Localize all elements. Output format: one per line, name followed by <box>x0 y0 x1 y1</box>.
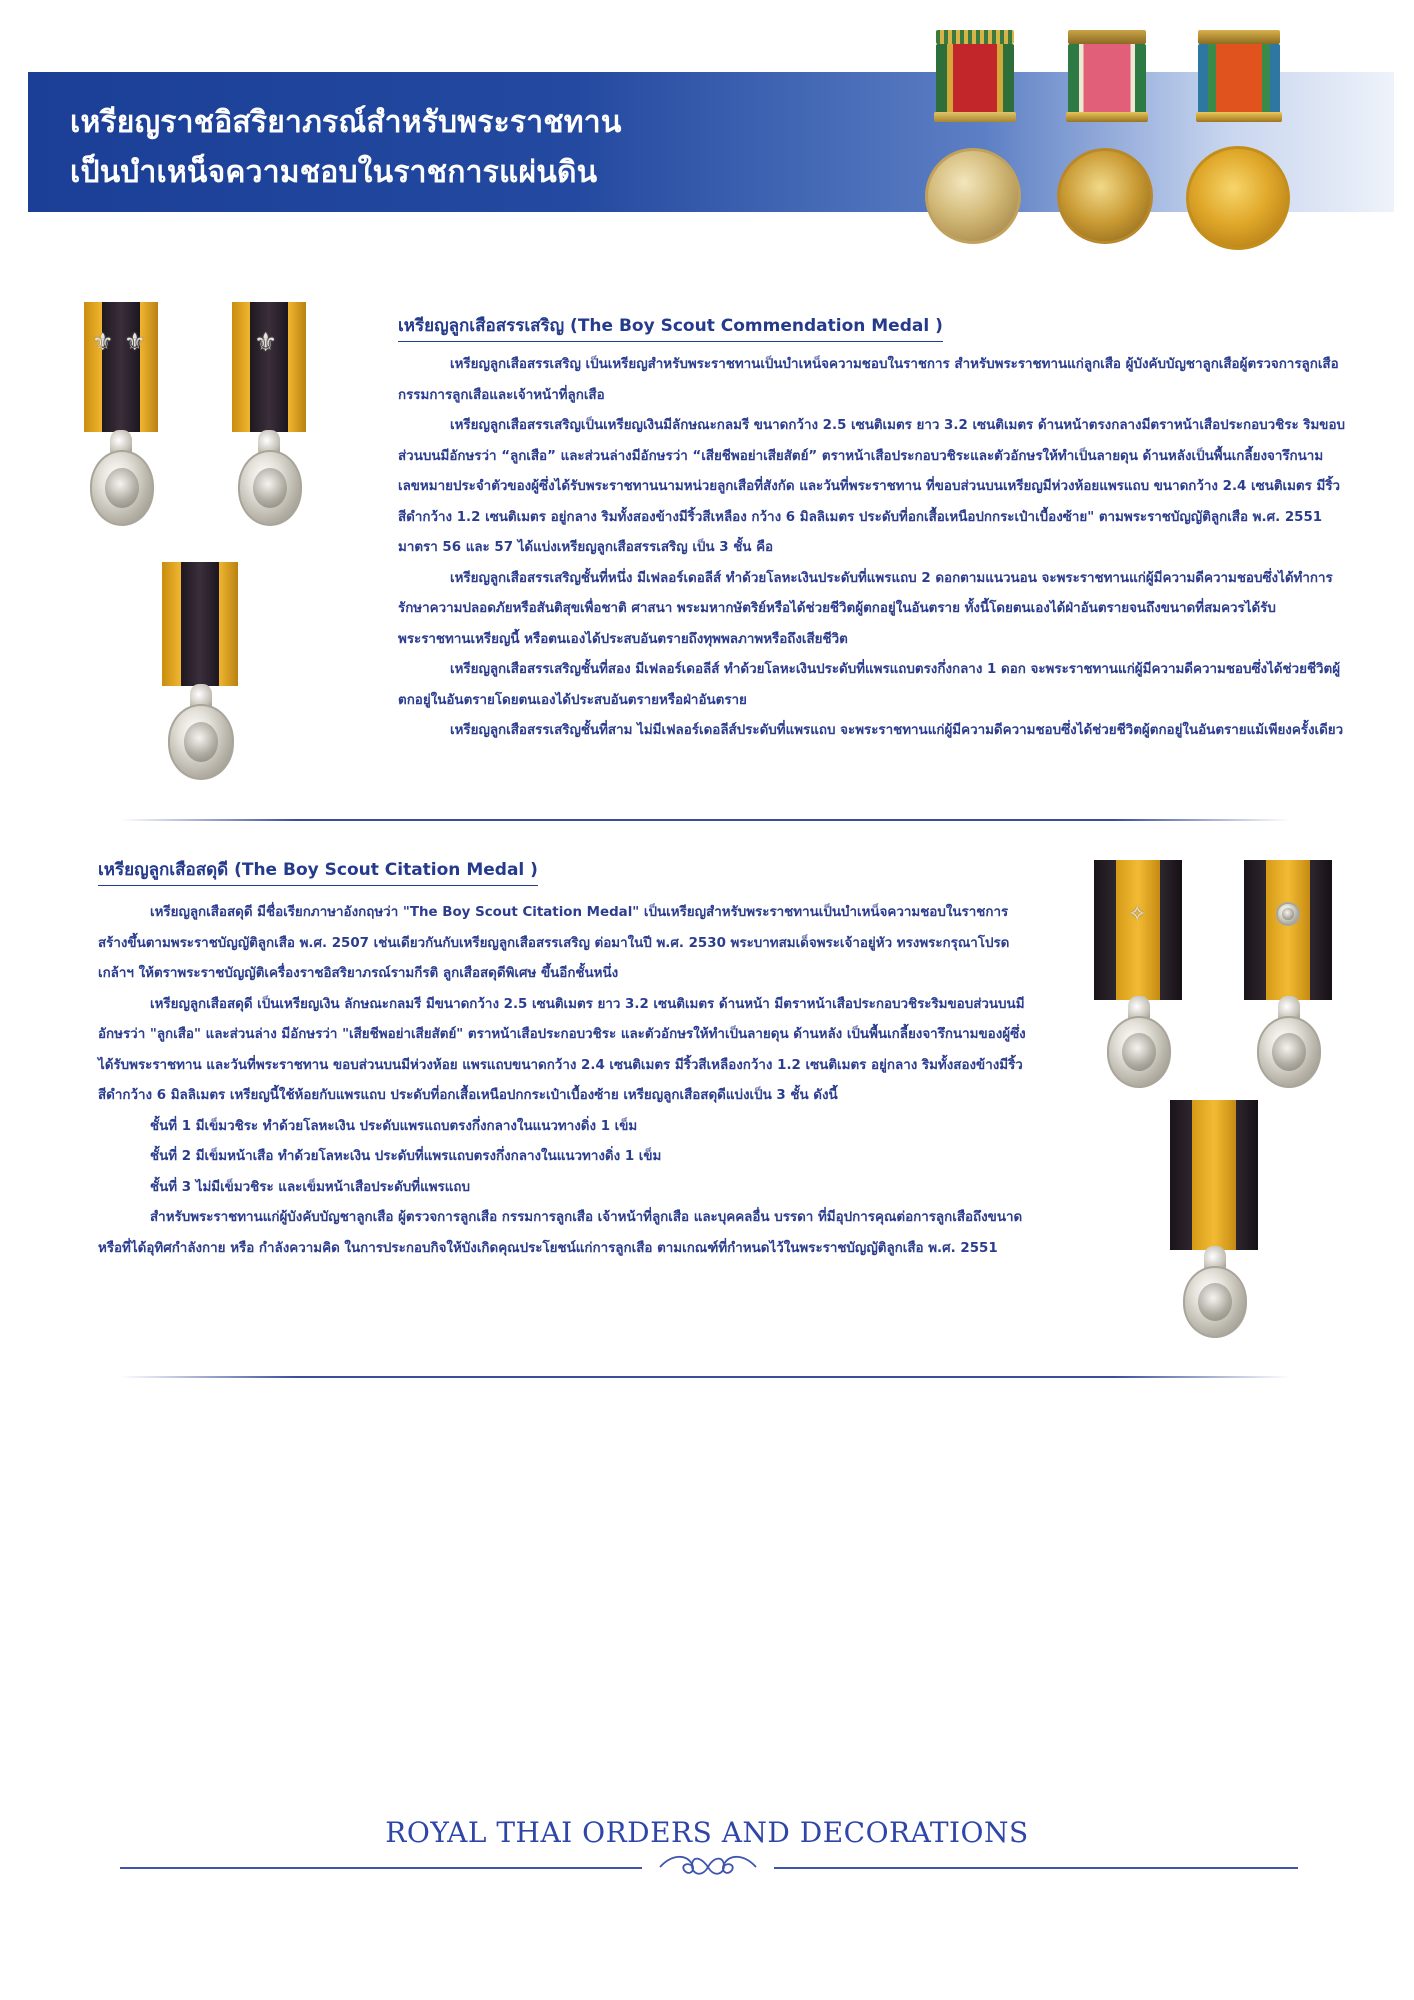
ornament-icon <box>652 1852 764 1882</box>
page-title <box>70 98 890 198</box>
commendation-medal-class2-image: ⚜ <box>228 302 308 532</box>
title-line-2: เป็นบำเหน็จความชอบในราชการแผ่นดิน <box>70 155 598 190</box>
paragraph: ชั้นที่ 3 ไม่มีเข็มวชิระ และเข็มหน้าเสือประดับที่แพรแถบ <box>150 1179 470 1195</box>
paragraph: เหรียญลูกเสือสรรเสริญชั้นที่สาม ไม่มีเฟลอร์เดอลีส์ประดับที่แพรแถบ จะพระราชทานแก่ผู้มีความดีความชอบซึ่งได้ช่วยชีวิตผู้ตกอยู่ในอันตรายแม้เพียงครั้งเดียว <box>450 723 1344 738</box>
section-divider <box>120 819 1290 821</box>
paragraph: ชั้นที่ 2 มีเข็มหน้าเสือ ทำด้วยโลหะเงิน ประดับที่แพรแถบตรงกึ่งกลางในแนวทางดิ่ง 1 เข็ม <box>150 1149 662 1164</box>
header-medal-gold <box>1180 30 1300 245</box>
citation-medal-class1-image: ✧ <box>1094 860 1184 1090</box>
commendation-medal-class3-image <box>158 562 242 782</box>
header-medal-silver <box>920 30 1030 240</box>
paragraph: เหรียญลูกเสือสรรเสริญชั้นที่สอง มีเฟลอร์เดอลีส์ ทำด้วยโลหะเงินประดับที่แพรแถบตรงกึ่งกลาง 1 ดอก จะพระราชทานแก่ผู้มีความดีความชอบซึ่งได้ช่วยชีวิตผู้ตกอยู่ในอันตรายโดยตนเองได้ประสบอันตรายหรือฝ่าอันตราย <box>398 662 1341 708</box>
commendation-medal-class1-image: ⚜ ⚜ <box>82 302 162 532</box>
citation-medal-class2-image <box>1244 860 1334 1090</box>
footer-rule-left <box>120 1867 642 1869</box>
citation-medal-class3-image <box>1170 1100 1260 1340</box>
section-divider <box>120 1376 1290 1378</box>
paragraph: เหรียญลูกเสือสรรเสริญ เป็นเหรียญสำหรับพระราชทานเป็นบำเหน็จความชอบในราชการ สำหรับพระราชทานแก่ลูกเสือ ผู้บังคับบัญชาลูกเสือผู้ตรวจการลูกเสือ กรรมการลูกเสือและเจ้าหน้าที่ลูกเสือ <box>398 357 1339 403</box>
paragraph: สำหรับพระราชทานแก่ผู้บังคับบัญชาลูกเสือ ผู้ตรวจการลูกเสือ กรรมการลูกเสือ เจ้าหน้าที่ลูกเสือ และบุคคลอื่น บรรดา ที่มีอุปการคุณต่อการลูกเสือถึงขนาด หรือที่ได้อุทิศกำลังกาย หรือ กำลังความคิด ในการประกอบกิจให้บังเกิดคุณประโยชน์แก่การลูกเสือ ตามเกณฑ์ที่กำหนดไว้ในพระราชบัญญัติลูกเสือ พ.ศ. 2551 <box>98 1210 1023 1256</box>
citation-medal-text <box>98 898 1028 1264</box>
paragraph: เหรียญลูกเสือสรรเสริญชั้นที่หนึ่ง มีเฟลอร์เดอลีส์ ทำด้วยโลหะเงินประดับที่แพรแถบ 2 ดอกตามแนวนอน จะพระราชทานแก่ผู้มีความดีความชอบซึ่งได้ทำการรักษาความปลอดภัยหรือสันติสุขเพื่อชาติ ศาสนา พระมหากษัตริย์หรือได้ช่วยชีวิตผู้ตกอยู่ในอันตราย ทั้งนี้โดยตนเองได้ฝ่าอันตรายจนถึงขนาดที่สมควรได้รับพระราชทานเหรียญนี้ หรือตนเองได้ประสบอันตรายถึงทุพพลภาพหรือถึงเสียชีวิต <box>398 570 1333 647</box>
commendation-medal-text <box>398 350 1348 747</box>
paragraph: เหรียญลูกเสือสรรเสริญเป็นเหรียญเงินมีลักษณะกลมรี ขนาดกว้าง 2.5 เซนติเมตร ยาว 3.2 เซนติเมตร ด้านหน้าตรงกลางมีตราหน้าเสือประกอบวชิระ ริมขอบส่วนบนมีอักษรว่า “ลูกเสือ” และส่วนล่างมีอักษรว่า “เสียชีพอย่าเสียสัตย์” ตราหน้าเสือประกอบวชิระและตัวอักษรให้ทำเป็นลายดุน ด้านหลังเป็นพื้นเกลี้ยงจารึกนาม เลขหมายประจำตัวของผู้ซึ่งได้รับพระราชทานนามหน่วยลูกเสือที่สังกัด และวันที่พระราชทาน ที่ขอบส่วนบนเหรียญมีห่วงห้อยแพรแถบ ขนาดกว้าง 2.4 เซนติเมตร มีริ้วสีดำกว้าง 1.2 เซนติเมตร อยู่กลาง ริมทั้งสองข้างมีริ้วสีเหลือง กว้าง 6 มิลลิเมตร ประดับที่อกเสื้อเหนือปกกระเป๋าเบื้องซ้าย" ตามพระราชบัญญัติลูกเสือ พ.ศ. 2551 มาตรา 56 และ 57 ได้แบ่งเหรียญลูกเสือสรรเสริญ เป็น 3 ชั้น คือ <box>398 418 1346 555</box>
footer-title: ROYAL THAI ORDERS AND DECORATIONS <box>385 1816 1029 1849</box>
header-medal-gilt <box>1052 30 1162 240</box>
citation-medal-heading: เหรียญลูกเสือสดุดี (The Boy Scout Citation Medal ) <box>98 856 538 886</box>
title-line-1: เหรียญราชอิสริยาภรณ์สำหรับพระราชทาน <box>70 105 622 140</box>
footer-rule-right <box>774 1867 1298 1869</box>
paragraph: เหรียญลูกเสือสดุดี มีชื่อเรียกภาษาอังกฤษว่า "The Boy Scout Citation Medal" เป็นเหรียญสำหรับพระราชทานเป็นบำเหน็จความชอบในราชการ สร้างขึ้นตามพระราชบัญญัติลูกเสือ พ.ศ. 2507 เช่นเดียวกันกับเหรียญลูกเสือสรรเสริญ ต่อมาในปี พ.ศ. 2530 พระบาทสมเด็จพระเจ้าอยู่หัว ทรงพระกรุณาโปรดเกล้าฯ ให้ตราพระราชบัญญัติเครื่องราชอิสริยาภรณ์รามกีรติ ลูกเสือสดุดีพิเศษ ขึ้นอีกชั้นหนึ่ง <box>98 905 1010 981</box>
paragraph: เหรียญลูกเสือสดุดี เป็นเหรียญเงิน ลักษณะกลมรี มีขนาดกว้าง 2.5 เซนติเมตร ยาว 3.2 เซนติเมตร ด้านหน้า มีตราหน้าเสือประกอบวชิระริมขอบส่วนบนมีอักษรว่า "ลูกเสือ" และส่วนล่าง มีอักษรว่า "เสียชีพอย่าเสียสัตย์" ตราหน้าเสือประกอบวชิระ และตัวอักษรให้ทำเป็นลายดุน ด้านหลัง เป็นพื้นเกลี้ยงจารึกนามของผู้ซึ่งได้รับพระราชทาน และวันที่พระราชทาน ขอบส่วนบนมีห่วงห้อย แพรแถบขนาดกว้าง 2.4 เซนติเมตร มีริ้วสีเหลืองกว้าง 1.2 เซนติเมตร อยู่กลาง ริมทั้งสองข้างมีริ้วสีดำกว้าง 6 มิลลิเมตร เหรียญนี้ใช้ห้อยกับแพรแถบ ประดับที่อกเสื้อเหนือปกกระเป๋าเบื้องซ้าย เหรียญลูกเสือสดุดีแบ่งเป็น 3 ชั้น ดังนี้ <box>98 996 1026 1103</box>
commendation-medal-heading: เหรียญลูกเสือสรรเสริญ (The Boy Scout Commendation Medal ) <box>398 312 943 342</box>
paragraph: ชั้นที่ 1 มีเข็มวชิระ ทำด้วยโลหะเงิน ประดับแพรแถบตรงกึ่งกลางในแนวทางดิ่ง 1 เข็ม <box>150 1118 638 1134</box>
